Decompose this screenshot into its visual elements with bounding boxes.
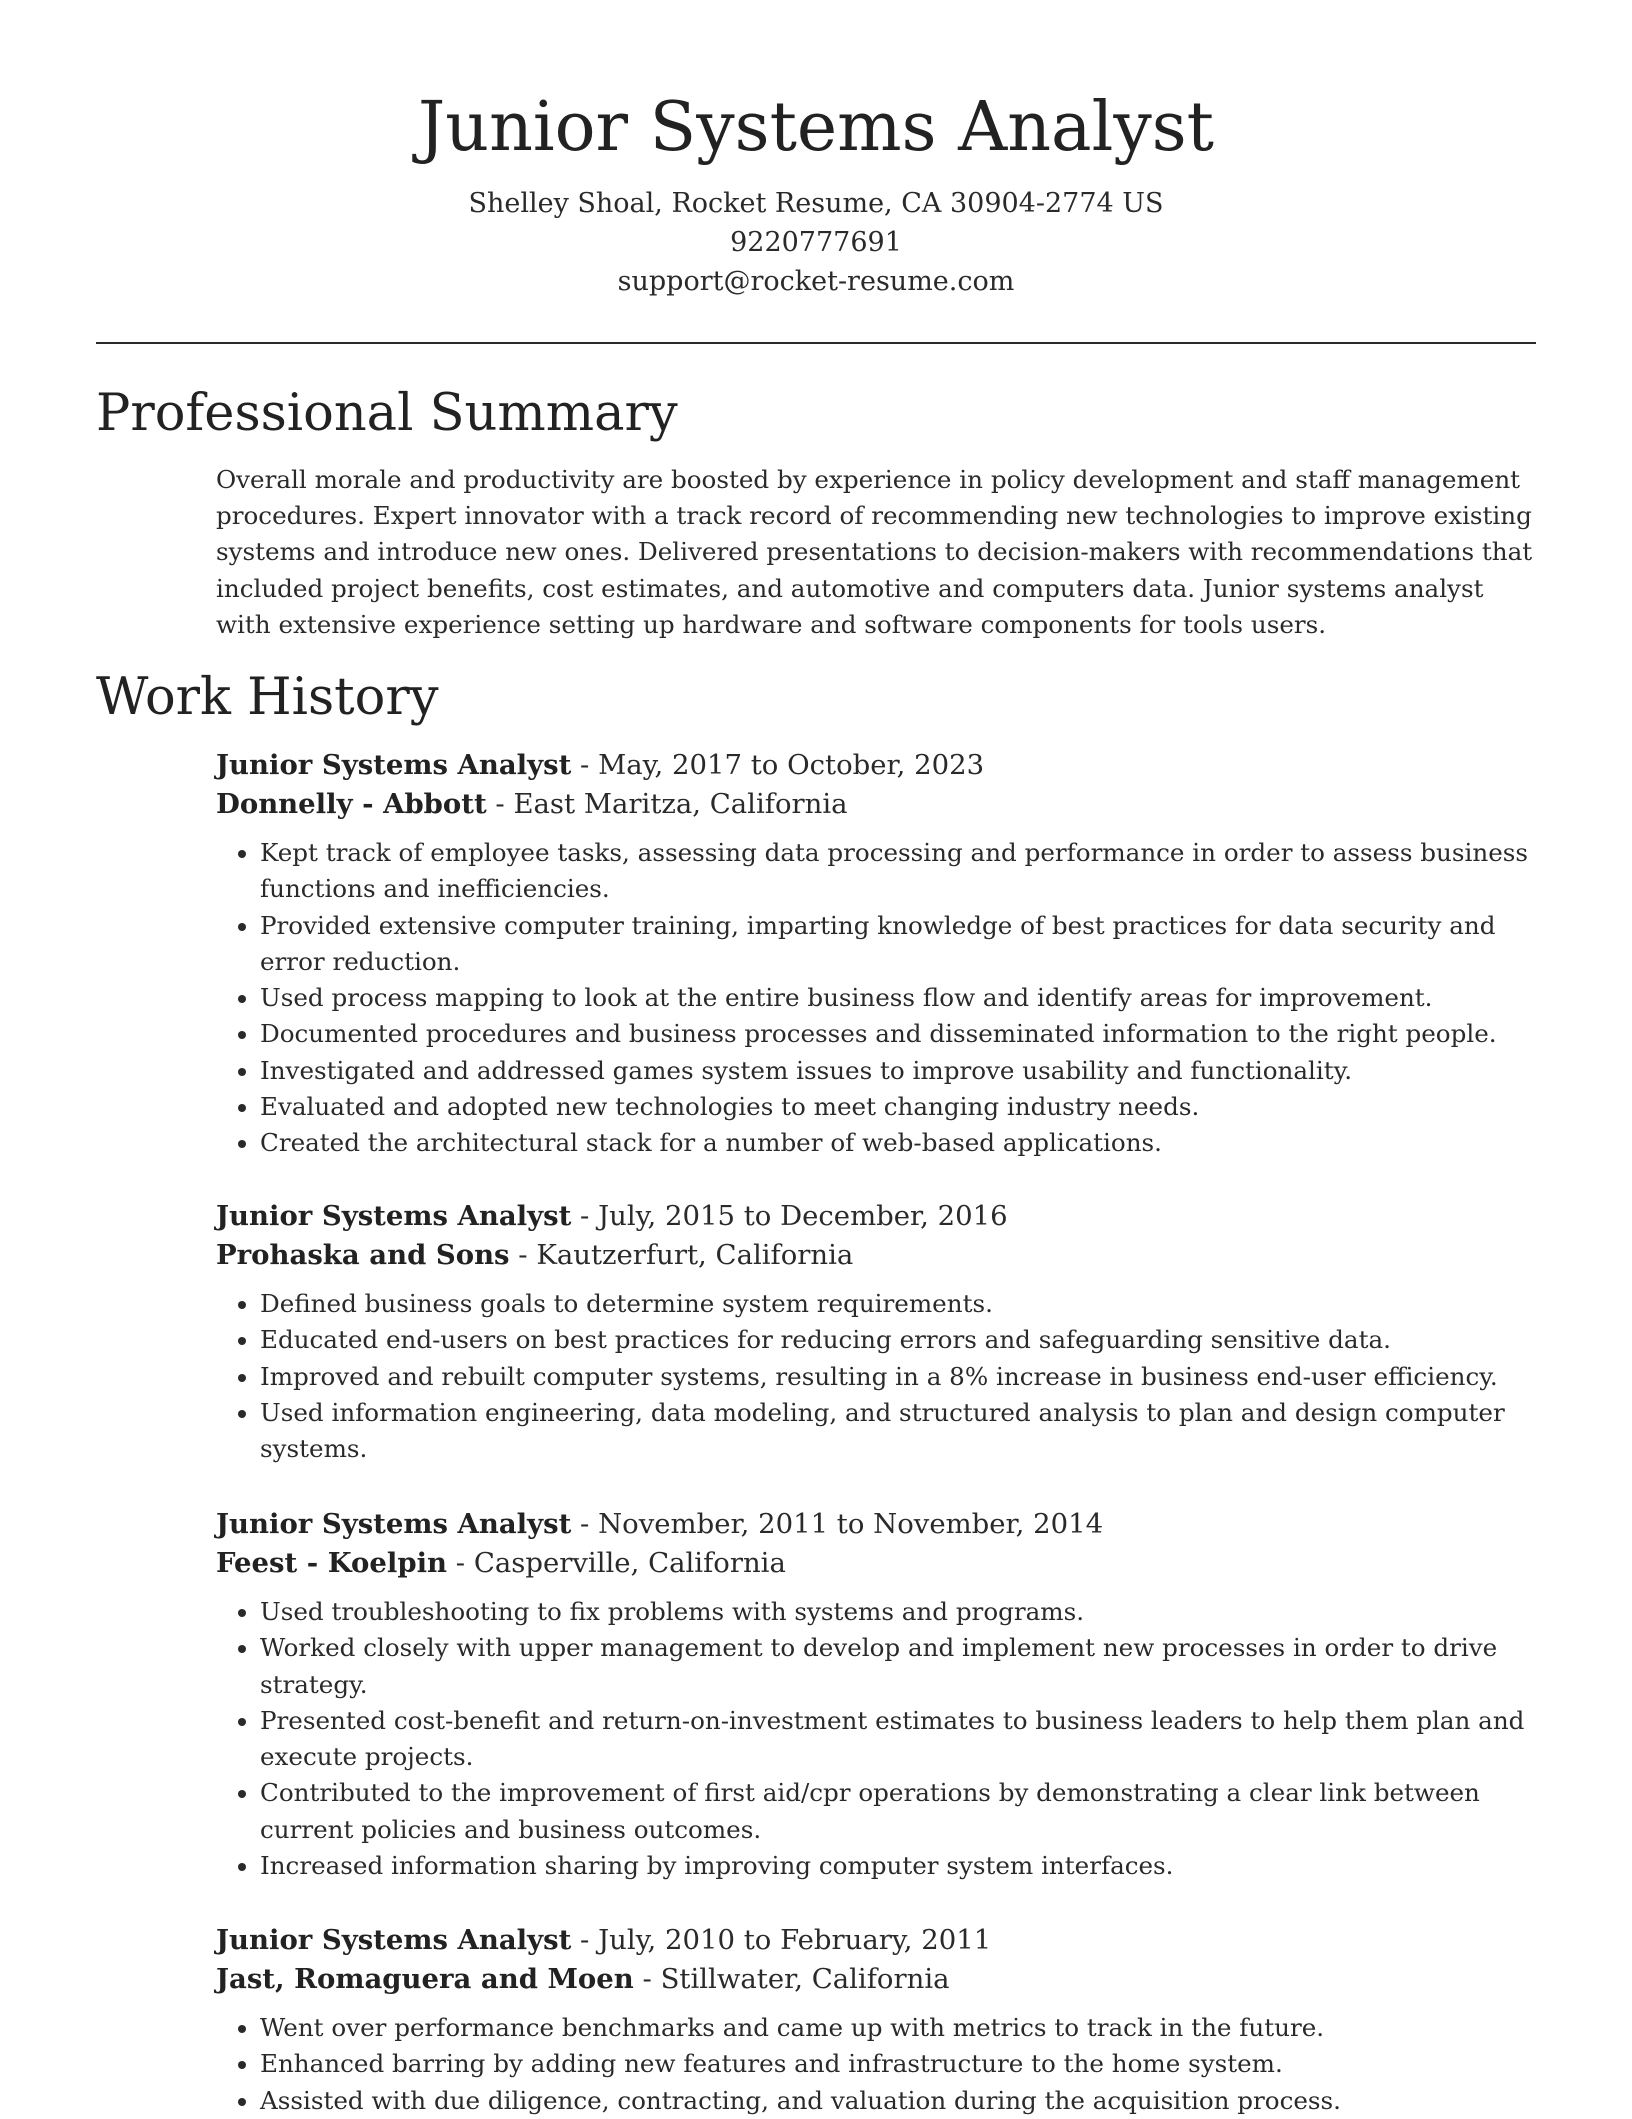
job-separator: - — [580, 1200, 599, 1232]
job-dates: May, 2017 to October, 2023 — [598, 749, 985, 781]
job-bullet: • Documented procedures and business processes and disseminated information to the right people. — [260, 1016, 1536, 1052]
job-company: Prohaska and Sons — [216, 1239, 510, 1271]
job-bullet: • Kept track of employee tasks, assessing data processing and performance in order to assess business functions and inefficiencies. — [260, 835, 1536, 908]
job-bullet-list — [216, 2010, 1536, 2119]
job-bullet: • Used information engineering, data modeling, and structured analysis to plan and design computer systems. — [260, 1395, 1536, 1468]
contact-phone: 9220777691 — [730, 227, 902, 258]
job-bullet: • Contributed to the improvement of first aid/cpr operations by demonstrating a clear link between current policies and business outcomes. — [260, 1775, 1536, 1848]
contact-info — [96, 184, 1536, 301]
resume-title: Junior Systems Analyst — [418, 88, 1214, 167]
job-bullet: • Enhanced barring by adding new features and infrastructure to the home system. — [260, 2046, 1536, 2082]
summary-paragraph: Overall morale and productivity are boosted by experience in policy development and staff management procedures. Expert innovator with a track record of recommending new technologies to improve existing systems and introduce new ones. Delivered presentations to decision-makers with recommendations that included project benefits, cost estimates, and automotive and computers data. Junior systems analyst with extensive experience setting up hardware and software components for tools users. — [216, 465, 1533, 639]
job-company-line — [216, 1960, 1536, 1999]
job-dates: July, 2010 to February, 2011 — [598, 1924, 992, 1956]
contact-address: Shelley Shoal, Rocket Resume, CA 30904-2774 US — [468, 188, 1164, 219]
job-title-line — [216, 1921, 1536, 1960]
job-company-line — [216, 1544, 1536, 1583]
job-company-line — [216, 1236, 1536, 1275]
job-separator: - — [580, 1508, 599, 1540]
job-title: Junior Systems Analyst — [216, 1200, 572, 1232]
job-bullet: • Defined business goals to determine system requirements. — [260, 1286, 1536, 1322]
job-dates: November, 2011 to November, 2014 — [598, 1508, 1104, 1540]
job-entry — [216, 746, 1536, 1162]
job-bullet: • Provided extensive computer training, imparting knowledge of best practices for data security and error reduction. — [260, 908, 1536, 981]
job-dates: July, 2015 to December, 2016 — [598, 1200, 1008, 1232]
job-location: Casperville, California — [473, 1547, 786, 1579]
job-title-line — [216, 746, 1536, 785]
job-company: Donnelly - Abbott — [216, 788, 487, 820]
job-bullet: • Assisted with due diligence, contracting, and valuation during the acquisition process. — [260, 2083, 1536, 2119]
job-bullet: • Evaluated and adopted new technologies to meet changing industry needs. — [260, 1089, 1536, 1125]
job-separator: - — [642, 1963, 661, 1995]
job-bullet-list — [216, 1594, 1536, 1884]
job-entry — [216, 1505, 1536, 1884]
job-bullet: • Improved and rebuilt computer systems, resulting in a 8% increase in business end-user efficiency. — [260, 1359, 1536, 1395]
job-title: Junior Systems Analyst — [216, 1508, 572, 1540]
job-separator: - — [518, 1239, 537, 1271]
job-location: East Maritza, California — [513, 788, 848, 820]
job-bullet-list — [216, 1286, 1536, 1467]
header-divider — [96, 342, 1536, 344]
job-bullet: • Investigated and addressed games system issues to improve usability and functionality. — [260, 1053, 1536, 1089]
job-company-line — [216, 785, 1536, 824]
job-title: Junior Systems Analyst — [216, 1924, 572, 1956]
job-location: Stillwater, California — [660, 1963, 950, 1995]
job-company: Jast, Romaguera and Moen — [216, 1963, 634, 1995]
job-bullet: • Used troubleshooting to fix problems with systems and programs. — [260, 1594, 1536, 1630]
job-bullet: • Created the architectural stack for a number of web-based applications. — [260, 1125, 1536, 1161]
job-entry — [216, 1921, 1536, 2119]
job-title-line — [216, 1197, 1536, 1236]
job-bullet: • Educated end-users on best practices for reducing errors and safeguarding sensitive data. — [260, 1322, 1536, 1358]
job-separator: - — [580, 1924, 599, 1956]
resume-header — [96, 84, 1536, 301]
job-company: Feest - Koelpin — [216, 1547, 448, 1579]
job-location: Kautzerfurt, California — [536, 1239, 854, 1271]
job-separator: - — [580, 749, 599, 781]
job-bullet: • Went over performance benchmarks and came up with metrics to track in the future. — [260, 2010, 1536, 2046]
job-entry — [216, 1197, 1536, 1467]
job-title-line — [216, 1505, 1536, 1544]
job-title: Junior Systems Analyst — [216, 749, 572, 781]
job-bullet: • Increased information sharing by improving computer system interfaces. — [260, 1848, 1536, 1884]
contact-email: support@rocket-resume.com — [617, 266, 1015, 297]
work-history-heading: Work History — [96, 668, 439, 727]
job-separator: - — [495, 788, 514, 820]
job-bullet: • Worked closely with upper management to develop and implement new processes in order to drive strategy. — [260, 1630, 1536, 1703]
job-bullet-list — [216, 835, 1536, 1162]
job-bullet: • Used process mapping to look at the entire business flow and identify areas for improvement. — [260, 980, 1536, 1016]
summary-heading: Professional Summary — [96, 384, 678, 443]
job-separator: - — [455, 1547, 474, 1579]
job-bullet: • Presented cost-benefit and return-on-investment estimates to business leaders to help them plan and execute projects. — [260, 1703, 1536, 1776]
